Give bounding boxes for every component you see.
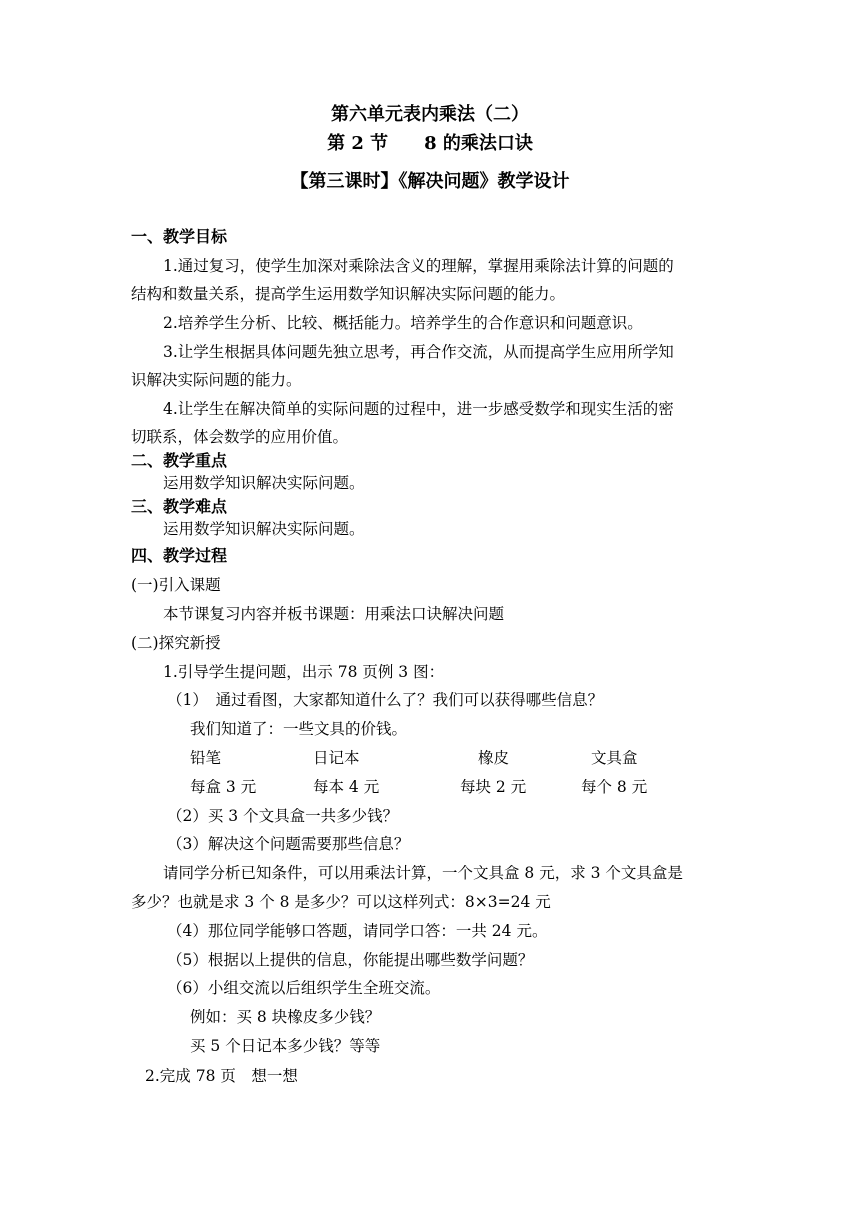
intro-text: 本节课复习内容并板书课题：用乘法口诀解决问题 (163, 605, 505, 623)
objective-3-line-1: 3.让学生根据具体问题先独立思考，再合作交流，从而提高学生应用所学知 (163, 343, 674, 361)
heading-difficulties: 三、教学难点 (131, 497, 228, 516)
item-name-notebook: 日记本 (313, 749, 360, 767)
example-2: 买 5 个日记本多少钱？等等 (190, 1037, 381, 1055)
analysis-line-2: 多少？也就是求 3 个 8 是多少？可以这样列式：8×3=24 元 (131, 893, 551, 911)
item-price-pencil-case: 每个 8 元 (581, 778, 648, 796)
question-3: （3）解决这个问题需要那些信息？ (167, 835, 410, 853)
objective-4-line-1: 4.让学生在解决简单的实际问题的过程中，进一步感受数学和现实生活的密 (163, 400, 674, 418)
example-1: 例如：买 8 块橡皮多少钱？ (190, 1008, 381, 1026)
key-point-text: 运用数学知识解决实际问题。 (163, 474, 365, 492)
question-6: （6）小组交流以后组织学生全班交流。 (167, 979, 441, 997)
objective-1-line-1: 1.通过复习，使学生加深对乘除法含义的理解，掌握用乘除法计算的问题的 (163, 257, 674, 275)
unit-title: 第六单元表内乘法（二） (331, 104, 529, 125)
item-price-eraser: 每块 2 元 (460, 778, 527, 796)
question-2: （2）买 3 个文具盒一共多少钱？ (167, 807, 399, 825)
item-name-eraser: 橡皮 (478, 749, 510, 767)
step-intro: (一)引入课题 (131, 576, 221, 594)
question-4: （4）那位同学能够口答题，请同学口答：一共 24 元。 (167, 922, 548, 940)
item-name-pencil: 铅笔 (190, 749, 222, 767)
item-price-pencil: 每盒 3 元 (190, 778, 257, 796)
section-title: 第 2 节 8 的乘法口诀 (327, 133, 533, 154)
objective-2: 2.培养学生分析、比较、概括能力。培养学生的合作意识和问题意识。 (163, 314, 643, 332)
objective-3-line-2: 识解决实际问题的能力。 (131, 371, 302, 389)
question-1: （1） 通过看图，大家都知道什么了？我们可以获得哪些信息？ (167, 691, 604, 709)
item-name-pencil-case: 文具盒 (591, 749, 638, 767)
question-5: （5）根据以上提供的信息，你能提出哪些数学问题？ (167, 951, 534, 969)
item-price-notebook: 每本 4 元 (313, 778, 380, 796)
heading-objectives: 一、教学目标 (131, 227, 228, 246)
heading-process: 四、教学过程 (131, 546, 228, 565)
difficulty-text: 运用数学知识解决实际问题。 (163, 520, 365, 538)
explore-item-2: 2.完成 78 页 想一想 (145, 1067, 298, 1085)
objective-1-line-2: 结构和数量关系，提高学生运用数学知识解决实际问题的能力。 (131, 285, 566, 303)
explore-item-1: 1.引导学生提问题，出示 78 页例 3 图： (163, 663, 445, 681)
objective-4-line-2: 切联系，体会数学的应用价值。 (131, 428, 349, 446)
heading-key-points: 二、教学重点 (131, 451, 228, 470)
analysis-line-1: 请同学分析已知条件，可以用乘法计算，一个文具盒 8 元，求 3 个文具盒是 (163, 864, 683, 882)
step-explore: (二)探究新授 (131, 634, 221, 652)
lesson-title: 【第三课时】《解决问题》教学设计 (290, 171, 570, 192)
known-info: 我们知道了：一些文具的价钱。 (190, 720, 408, 738)
